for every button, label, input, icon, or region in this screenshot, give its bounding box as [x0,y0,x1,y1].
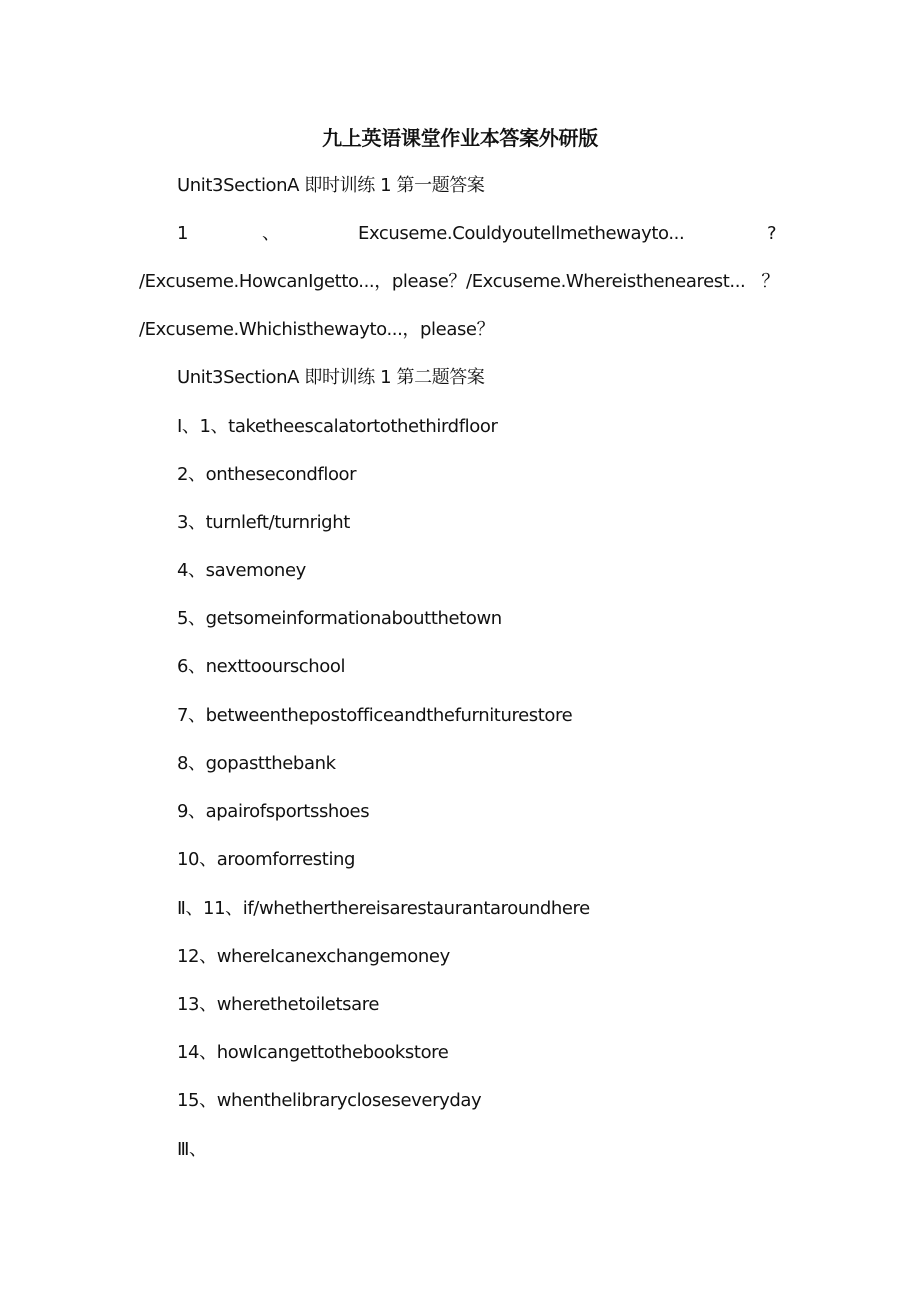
answer-item: 3、turnleft/turnright [177,512,350,533]
answer-separator: 、 [262,223,280,244]
answer-item: 12、whereIcanexchangemoney [177,946,450,967]
answer-1-line-2 [139,269,779,295]
answer-item: 6、nexttoourschool [177,656,346,677]
page-title: 九上英语课堂作业本答案外研版 [322,126,598,150]
answer-item: Ⅰ、1、taketheescalatortothethirdfloor [177,416,498,437]
answer-item: 8、gopastthebank [177,753,336,774]
answer-item: 2、onthesecondfloor [177,464,357,485]
section-heading-1: Unit3SectionA 即时训练 1 第一题答案 [177,175,485,196]
answer-item: 4、savemoney [177,560,306,581]
answer-number: 1 [177,223,189,244]
answer-1-line-3: /Excuseme.Whichisthewayto...，please？ [139,319,495,340]
answer-item: 10、aroomforresting [177,849,356,870]
answer-line-2-question-mark: ？ [761,271,779,292]
answer-item: Ⅲ、 [177,1139,207,1160]
answer-line-2-text: /Excuseme.HowcanIgetto...，please？/Excuseme.Whereisthenearest... [139,271,746,292]
answer-text: Excuseme.Couldyoutellmethewayto... [358,223,685,244]
answer-item: 13、wherethetoiletsare [177,994,380,1015]
answer-question-mark: ? [767,223,777,244]
answer-item: 5、getsomeinformationaboutthetown [177,608,502,629]
answer-item: Ⅱ、11、if/whetherthereisarestaurantaroundhere [177,898,590,919]
answer-item: 9、apairofsportsshoes [177,801,370,822]
answer-1-line-1 [177,221,777,247]
answer-item: 7、betweenthepostofficeandthefurniturestore [177,705,573,726]
section-heading-2: Unit3SectionA 即时训练 1 第二题答案 [177,367,485,388]
answer-item: 15、whenthelibrarycloseseveryday [177,1090,482,1111]
answer-item: 14、howIcangettothebookstore [177,1042,449,1063]
